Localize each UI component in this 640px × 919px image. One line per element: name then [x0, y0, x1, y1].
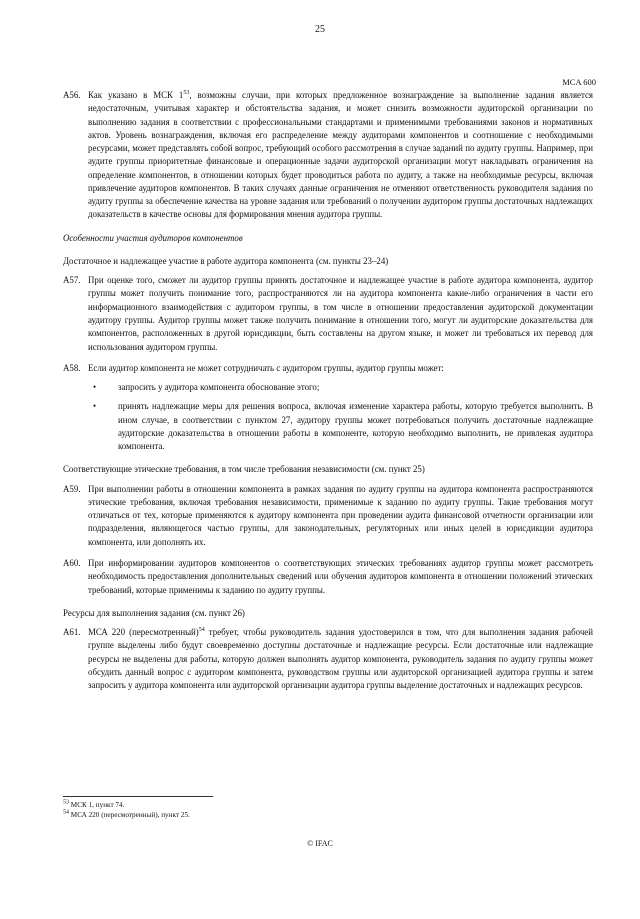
bullet-icon: •: [93, 382, 97, 393]
subsection-heading-involvement: Достаточное и надлежащее участие в работе аудитора компонента (см. пункты 23–24): [63, 255, 389, 266]
page-footer: © IFAC: [307, 839, 333, 848]
list-item: [63, 400, 593, 453]
standard-code: MCA 600: [562, 77, 596, 87]
footnote: [63, 811, 190, 821]
paragraph-text-rest: , возможны случаи, при которых предложенное вознаграждение за выполнение задания является недостаточным, учитывая характер и обстоятельства задания, и может снизить возможности аудиторской организации по выполнению задания в соответствии с профессиональными стандартами и применимыми требованиями законов и нормативных актов. Уровень вознаграждения, включая его распределение между аудиторами компонентов и соотношение с необходимыми ресурсами, может представлять собой вопрос, требующий особого рассмотрения в случае заданий по аудиту группы. Например, при аудите группы приоритетные финансовые и операционные задачи аудиторской организации могут накладывать ограничения на определение компонентов, в отношении которых будет проводиться работа по аудиту, а также на необходимые ресурсы, включая привлечение аудиторов компонентов. В таких случаях данные ограничения не отменяют ответственность руководителя задания по аудиту группы за обеспечение качества на уровне задания или требований о получении аудитором группы достаточных надлежащих доказательств в качестве основы для формирования мнения аудитора группы.: [88, 90, 593, 220]
paragraph-a59: [63, 483, 593, 549]
paragraph-text-start: МСА 220 (пересмотренный): [88, 627, 199, 638]
subsection-heading-ethics: Соответствующие этические требования, в том числе требования независимости (см. пункт 25): [63, 464, 425, 475]
paragraph-a57: [63, 274, 593, 354]
bullet-list-a58: [63, 381, 593, 453]
paragraph-text: При выполнении работы в отношении компонента в рамках задания по аудиту группы на аудитора компонента распространяются этические требования, включая требования независимости, применимые к заданию по аудиту группы. Такие требования могут отличаться от тех, которые применяются к аудитору компонента при проведении аудита финансовой отчетности организации или подразделения, являющегося частью группы, для законодательных, регуляторных или иных целей в юрисдикции аудитора компонента, или дополнять их.: [88, 483, 593, 547]
paragraph-number: A61.: [63, 627, 81, 638]
paragraph-number: A58.: [63, 362, 81, 373]
paragraph-text-rest: требует, чтобы руководитель задания удостоверился в том, что для выполнения задания рабочей группе выделены либо будут своевременно доступны достаточные и надлежащие ресурсы. Если достаточные или надлежащие ресурсы не выделены для работы, которую должен выполнять аудитор компонента, руководитель задания по аудиту группы может обсудить данный вопрос с аудитором компонента, руководством группы или аудиторской организацией аудитора группы и затем запросить у аудитора компонента или аудиторской организации аудитора группы выделение достаточных и надлежащих ресурсов.: [88, 627, 593, 691]
paragraph-number: A60.: [63, 557, 81, 568]
footnote-divider: [63, 796, 213, 797]
paragraph-a60: [63, 557, 593, 597]
paragraph-text: При оценке того, сможет ли аудитор группы принять достаточное и надлежащее участие в работе аудитора компонента, аудитор группы может получить понимание того, распространяются ли на аудитора компонента какие-либо ограничения в части его информационного взаимодействия с аудитором группы, в том числе в отношении предоставления аудиторской документации аудитору группы. Аудитор группы может также получить понимание в отношении того, могут ли аудиторские доказательства для компонентов, расположенных в другой юрисдикции, быть составлены на другом языке, и может ли требоваться их перевод для использования аудитором группы.: [88, 275, 593, 352]
page-content: [63, 89, 593, 700]
paragraph-text: [88, 89, 593, 222]
section-heading-component-auditors: Особенности участия аудиторов компонентов: [63, 232, 243, 243]
paragraph-text: [88, 626, 593, 692]
paragraph-text: Если аудитор компонента не может сотрудничать с аудитором группы, аудитор группы может:: [88, 362, 444, 373]
list-item-text: запросить у аудитора компонента обоснование этого;: [118, 382, 320, 393]
paragraph-a56: [63, 89, 593, 222]
footnote-text: МСК 1, пункт 74.: [69, 801, 125, 809]
footnote-ref[interactable]: 54: [198, 627, 205, 634]
footnote-number: 53: [63, 799, 69, 806]
bullet-icon: •: [93, 401, 97, 412]
page-number: 25: [315, 24, 325, 35]
list-item-text: принять надлежащие меры для решения вопроса, включая изменение характера работы, которую требуется выполнить. В ином случае, в соответствии с пунктом 27, аудитору группы может потребоваться получить достаточные надлежащие аудиторские доказательства в отношении работы в компоненте, которую необходимо выполнить, не привлекая аудитора компонента.: [118, 401, 593, 452]
paragraph-number: A59.: [63, 483, 81, 494]
footnote: [63, 801, 190, 811]
paragraph-number: A57.: [63, 275, 81, 286]
paragraph-number: A56.: [63, 90, 81, 100]
subsection-heading-resources: Ресурсы для выполнения задания (см. пункт 26): [63, 607, 245, 618]
list-item: [63, 381, 593, 394]
paragraph-a58: [63, 362, 593, 375]
footnote-ref[interactable]: 53: [183, 90, 190, 97]
paragraph-a61: [63, 626, 593, 692]
paragraph-text: При информировании аудиторов компонентов о соответствующих этических требованиях аудитор группы может рассмотреть необходимость предоставления дополнительных сведений или обучения аудиторов компонента в отношении положений этических требований, которые применимы к заданию по аудиту группы.: [88, 557, 593, 595]
paragraph-text-start: Как указано в МСК 1: [88, 90, 184, 100]
footnote-number: 54: [63, 809, 69, 816]
footnote-text: МСА 220 (пересмотренный), пункт 25.: [69, 810, 190, 819]
footnotes: [63, 801, 190, 820]
